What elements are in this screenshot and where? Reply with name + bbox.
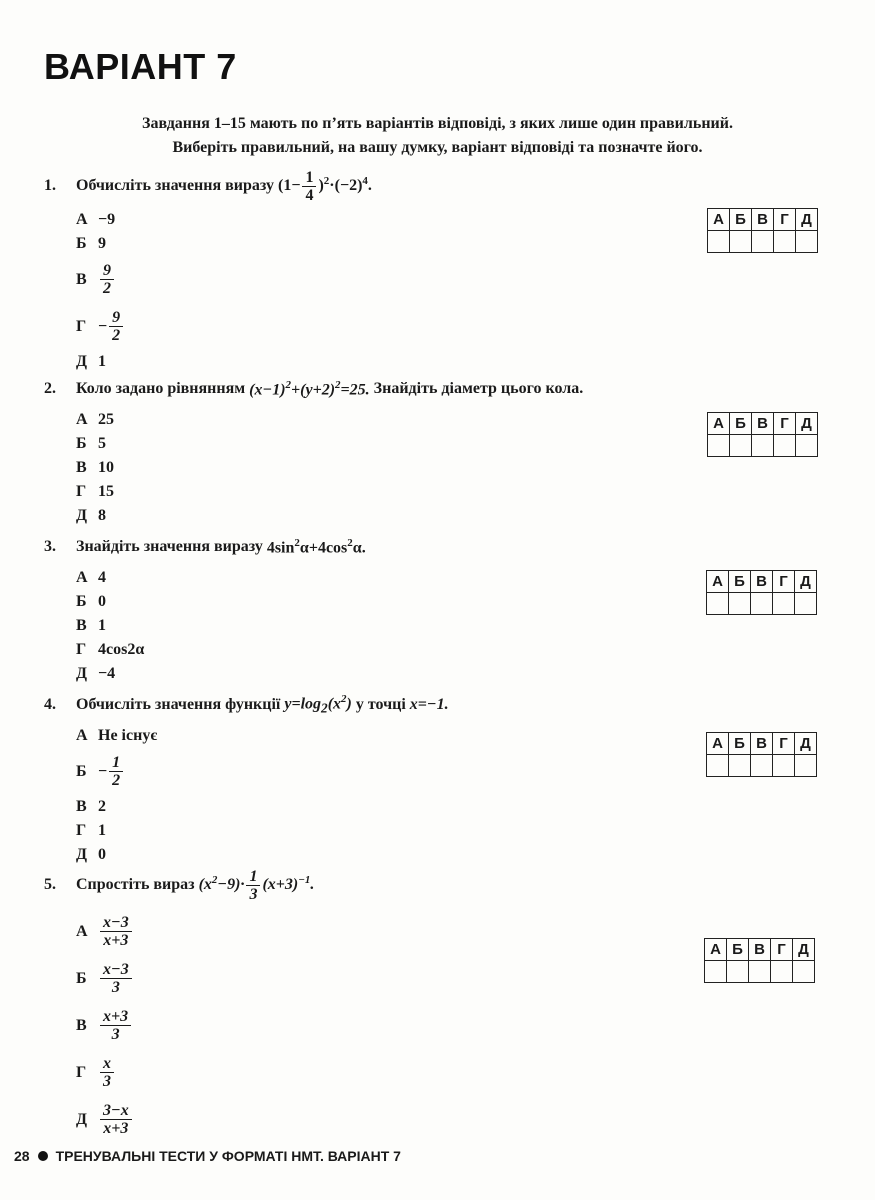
answer-option [76, 843, 844, 867]
option-label: А [76, 211, 88, 228]
answer-option [76, 456, 844, 480]
grid-letter: Г [773, 571, 795, 593]
answer-cell[interactable] [729, 755, 751, 777]
option-value: −9 [98, 211, 116, 228]
answer-cell[interactable] [773, 593, 795, 615]
question-number: 5. [44, 876, 56, 893]
answer-cell[interactable] [708, 435, 730, 457]
grid-letter: В [752, 413, 774, 435]
numerator: 9 [100, 262, 114, 280]
answer-option [76, 1096, 844, 1143]
option-label: Б [76, 969, 87, 987]
question-number: 1. [44, 177, 56, 194]
option-label: В [76, 1016, 87, 1034]
option-label: А [76, 727, 88, 744]
option-label: В [76, 617, 87, 634]
option-value: −4 [98, 665, 116, 682]
numerator: 9 [109, 309, 123, 327]
question-text: Обчисліть значення функції [76, 696, 281, 713]
grid-answer-row [705, 961, 815, 983]
denominator: x+3 [103, 1120, 129, 1137]
exponent: 2 [294, 536, 300, 549]
math-part: (x−1) [249, 381, 286, 399]
question-text-2: Знайдіть діаметр цього кола. [373, 380, 584, 397]
numerator: x+3 [100, 1008, 131, 1026]
answer-cell[interactable] [707, 593, 729, 615]
answer-cell[interactable] [727, 961, 749, 983]
grid-letter: Д [795, 571, 817, 593]
answer-option [76, 795, 844, 819]
question-math [267, 537, 366, 557]
math-part: (1− [278, 176, 301, 194]
denominator: 3 [103, 1073, 111, 1090]
answer-cell[interactable] [795, 755, 817, 777]
fraction [246, 868, 260, 903]
grid-letter: В [751, 733, 773, 755]
option-value: 0 [98, 593, 106, 610]
answer-option [76, 614, 844, 638]
grid-letter: Г [774, 209, 796, 231]
math-part: y=log [284, 695, 322, 713]
numerator: 1 [109, 754, 123, 772]
grid-letter: Г [773, 733, 795, 755]
answer-option [76, 1049, 844, 1096]
math-part: (x+3) [262, 875, 299, 893]
question-text: Знайдіть значення виразу [76, 538, 263, 555]
answer-option [76, 819, 844, 843]
grid-letter: А [708, 209, 730, 231]
denominator: 3 [111, 1026, 120, 1043]
option-label: Б [76, 435, 87, 452]
question-text: Обчисліть значення виразу [76, 177, 274, 194]
option-value: 9 [98, 235, 106, 252]
option-value: 15 [98, 483, 114, 500]
exponent: 2 [285, 378, 292, 391]
answer-cell[interactable] [752, 231, 774, 253]
answer-option [76, 350, 844, 374]
option-value: 4 [98, 569, 106, 586]
exponent: 2 [335, 378, 341, 391]
exponent: −1 [298, 873, 311, 886]
option-value: Не існує [98, 727, 158, 744]
option-fraction [100, 1102, 132, 1137]
answer-option [76, 480, 844, 504]
math-part: ) [346, 695, 352, 713]
answer-option [76, 303, 844, 350]
exponent: 2 [323, 174, 330, 187]
math-part: . [310, 875, 315, 893]
answer-option [76, 638, 844, 662]
grid-letter: Д [793, 939, 815, 961]
answer-cell[interactable] [708, 231, 730, 253]
math-part: (x [327, 695, 342, 713]
option-sign: − [98, 762, 108, 780]
math-part: . [367, 176, 372, 194]
answer-grid[interactable] [706, 732, 817, 777]
answer-grid[interactable] [706, 570, 817, 615]
option-value: 1 [98, 822, 106, 839]
subscript: 2 [321, 700, 328, 716]
option-value: 0 [98, 846, 106, 863]
option-label: Д [76, 665, 88, 682]
numerator: 1 [246, 868, 260, 886]
answer-cell[interactable] [705, 961, 727, 983]
math-part: +(y+2) [291, 381, 336, 399]
answer-cell[interactable] [751, 593, 773, 615]
page-number: 28 [14, 1148, 30, 1164]
grid-letter: В [751, 571, 773, 593]
numerator: x−3 [100, 961, 132, 979]
math-part: ) [318, 176, 324, 194]
answer-cell[interactable] [729, 593, 751, 615]
option-label: Г [76, 1063, 87, 1081]
math-part: −9)· [217, 875, 245, 893]
denominator: 2 [112, 772, 121, 789]
answer-cell[interactable] [773, 755, 795, 777]
option-sign: − [98, 317, 108, 335]
instruction-line: Виберіть правильний, на вашу думку, варіант відповіді та позначте його. [172, 139, 703, 156]
option-label: А [76, 569, 88, 586]
denominator: 3 [249, 885, 258, 903]
grid-answer-row [708, 435, 818, 457]
numerator: 3−x [100, 1102, 132, 1120]
question-text-2: у точці [355, 696, 406, 713]
answer-cell[interactable] [707, 755, 729, 777]
denominator: 3 [111, 979, 120, 996]
option-fraction [100, 961, 132, 996]
page-title: ВАРІАНТ 7 [44, 46, 237, 87]
question-math [199, 868, 315, 903]
question-math [284, 693, 352, 717]
answer-cell[interactable] [730, 435, 752, 457]
option-fraction [100, 1055, 114, 1090]
option-value: 8 [98, 507, 106, 524]
option-fraction [109, 754, 123, 789]
option-label: Д [76, 1110, 88, 1128]
answer-cell[interactable] [730, 231, 752, 253]
question-math [278, 169, 372, 204]
option-value: 4cos2α [98, 641, 145, 658]
question-4 [44, 690, 844, 867]
denominator: 4 [305, 186, 314, 204]
grid-letter: Д [795, 733, 817, 755]
math-part: (x [198, 875, 212, 893]
option-label: В [76, 459, 87, 476]
grid-letter: А [705, 939, 727, 961]
option-value: 5 [98, 435, 106, 452]
answer-option [76, 662, 844, 686]
option-fraction [100, 914, 132, 949]
fraction [302, 169, 316, 204]
grid-letter: Г [771, 939, 793, 961]
grid-letter: В [749, 939, 771, 961]
answer-cell[interactable] [796, 231, 818, 253]
grid-letter: Г [774, 413, 796, 435]
instructions [0, 112, 875, 160]
answer-option [76, 504, 844, 528]
answer-grid[interactable] [707, 208, 818, 253]
question-number: 4. [44, 696, 56, 713]
math-part: ·(−2) [329, 176, 363, 194]
answer-grid[interactable] [707, 412, 818, 457]
question-text: Коло задано рівнянням [76, 380, 246, 397]
exponent: 2 [341, 693, 347, 706]
denominator: 2 [103, 280, 111, 297]
option-label: Г [76, 641, 87, 658]
math-part: 4sin [266, 539, 295, 557]
grid-answer-row [707, 755, 817, 777]
option-label: Д [76, 353, 88, 370]
option-label: Д [76, 846, 88, 863]
exponent: 2 [347, 536, 353, 549]
grid-header-row [705, 939, 815, 961]
answer-cell[interactable] [751, 755, 773, 777]
grid-header-row [707, 571, 817, 593]
answer-option [76, 256, 844, 303]
exponent: 4 [362, 174, 368, 187]
answer-option [76, 1002, 844, 1049]
exponent: 2 [211, 873, 218, 886]
grid-answer-row [707, 593, 817, 615]
grid-letter: Б [730, 209, 752, 231]
option-value: 1 [98, 353, 106, 370]
grid-letter: Б [730, 413, 752, 435]
option-label: Б [76, 762, 87, 780]
grid-letter: А [708, 413, 730, 435]
page-footer [14, 1148, 401, 1164]
grid-header-row [708, 413, 818, 435]
option-label: Б [76, 235, 87, 252]
answer-cell[interactable] [774, 435, 796, 457]
grid-letter: А [707, 571, 729, 593]
grid-letter: Б [729, 571, 751, 593]
option-label: В [76, 798, 87, 815]
answer-cell[interactable] [795, 593, 817, 615]
option-value: 1 [98, 617, 106, 634]
bullet-icon [38, 1151, 48, 1161]
option-fraction [100, 1008, 131, 1043]
math-part: α. [352, 539, 366, 557]
grid-header-row [708, 209, 818, 231]
numerator: x−3 [100, 914, 132, 932]
answer-cell[interactable] [774, 231, 796, 253]
option-label: Д [76, 507, 88, 524]
answer-cell[interactable] [771, 961, 793, 983]
option-value: 2 [98, 798, 106, 815]
grid-letter: В [752, 209, 774, 231]
grid-letter: Б [727, 939, 749, 961]
instruction-line: Завдання 1–15 мають по п’ять варіантів відповіді, з яких лише один правильний. [142, 115, 733, 132]
option-label: В [76, 270, 87, 288]
option-label: А [76, 922, 88, 940]
denominator: 2 [112, 327, 121, 344]
option-value: 10 [98, 459, 114, 476]
grid-letter: А [707, 733, 729, 755]
question-number: 3. [44, 538, 56, 555]
answer-cell[interactable] [752, 435, 774, 457]
option-label: Г [76, 822, 87, 839]
question-1 [44, 168, 844, 374]
question-math [249, 379, 369, 399]
question-5 [44, 866, 844, 1143]
footer-text: ТРЕНУВАЛЬНІ ТЕСТИ У ФОРМАТІ НМТ. ВАРІАНТ 7 [55, 1148, 401, 1164]
grid-letter: Б [729, 733, 751, 755]
math-part: α+4cos [299, 539, 348, 557]
answer-cell[interactable] [793, 961, 815, 983]
option-value: 25 [98, 411, 114, 428]
question-number: 2. [44, 380, 56, 397]
grid-letter: Д [796, 209, 818, 231]
option-fraction [100, 262, 114, 297]
option-fraction [109, 309, 123, 344]
grid-letter: Д [796, 413, 818, 435]
option-label: Б [76, 593, 87, 610]
question-math-2: x=−1. [409, 696, 449, 713]
numerator: x [100, 1055, 114, 1073]
option-label: Г [76, 483, 87, 500]
question-text: Спростіть вираз [76, 876, 195, 893]
option-label: А [76, 411, 88, 428]
math-part: =25. [340, 381, 370, 399]
option-label: Г [76, 317, 87, 335]
denominator: x+3 [103, 932, 129, 949]
answer-cell[interactable] [796, 435, 818, 457]
numerator: 1 [302, 169, 316, 187]
answer-grid[interactable] [704, 938, 815, 983]
answer-cell[interactable] [749, 961, 771, 983]
grid-answer-row [708, 231, 818, 253]
grid-header-row [707, 733, 817, 755]
